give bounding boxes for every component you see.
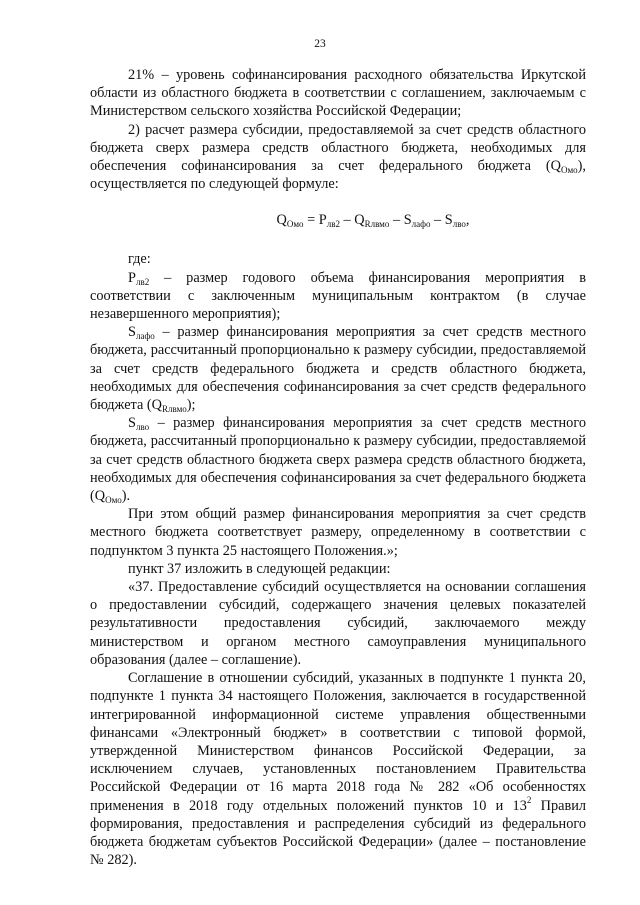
- formula-term-1: P: [318, 212, 327, 229]
- definition-variable-sub: лв2: [135, 276, 150, 287]
- formula-term-3: S: [403, 212, 412, 229]
- definition-q: Q: [151, 397, 162, 414]
- formula-term-4-sub: лво: [452, 219, 466, 230]
- formula-lhs: Q: [276, 212, 287, 229]
- where-label: где:: [128, 251, 151, 268]
- definition-variable-sub: лво: [135, 422, 150, 433]
- formula-operator-3: –: [430, 212, 445, 229]
- formula-term-4: S: [444, 212, 453, 229]
- formula-operator-2: –: [389, 212, 404, 229]
- formula-tail: ,: [465, 212, 470, 229]
- formula-term-1-sub: лв2: [326, 219, 340, 230]
- definition-end: );: [186, 397, 196, 414]
- paragraph-subsidy-calculation: [90, 121, 586, 194]
- definition-text: – размер финансирования мероприятия за счет средств местного бюджета, рассчитанный пропорционально к размеру субсидии, предоставляемой за счет средств федерального бюджета и средств областного бюджета, необходимых для обеспечения софинансирования за счет средств федерального бюджета (: [90, 324, 586, 414]
- formula-term-2-sub: Rлвмо: [364, 219, 390, 230]
- definition-variable: S: [128, 324, 136, 341]
- document-body: [90, 66, 586, 869]
- paragraph-text: Соглашение в отношении субсидий, указанных в подпункте 1 пункта 20, подпункте 1 пункта 34 настоящего Положения, заключается в государственной интегрированной информационной системе управления общественными финансами «Электронный бюджет» в соответствии с типовой формой, утвержденной Министерством финансов Российской Федерации, за исключением случаев, установленных постановлением Правительства Российской Федерации от 16 марта 2018 года № 282 «Об особенностях применения в 2018 году отдельных положений пунктов 10 и 13: [90, 670, 586, 814]
- definition-end: ).: [121, 488, 131, 505]
- definition-q: Q: [94, 488, 106, 505]
- formula: [90, 210, 586, 230]
- paragraph-cofinancing-level: 21% – уровень софинансирования расходного обязательства Иркутской области из областного бюджета в соответствии с соглашением, заключаемым с Министерством сельского хозяйства Российской Федерации;: [90, 67, 586, 120]
- paragraph-agreement: [90, 669, 586, 869]
- definition-text: – размер финансирования мероприятия за счет средств местного бюджета, рассчитанный пропорционально к размеру субсидии, предоставляемой за счет средств областного бюджета сверх размера средств областного бюджета, необходимых для обеспечения софинансирования за счет федерального бюджета (: [90, 415, 586, 505]
- definition-q-sub: Омо: [105, 495, 122, 506]
- formula-operator-1: –: [339, 212, 355, 229]
- definition-text: – размер годового объема финансирования мероприятия в соответствии с заключенным муниципальным контрактом (в случае незавершенного мероприятия);: [90, 269, 586, 323]
- definition-variable: S: [128, 415, 136, 432]
- formula-lhs-sub: Омо: [286, 219, 304, 230]
- definition-q-sub: Rлвмо: [161, 404, 187, 415]
- formula-term-3-sub: лафо: [411, 219, 431, 230]
- definition-variable: P: [128, 269, 136, 286]
- definition-variable-sub: лафо: [135, 331, 155, 342]
- formula-equals: =: [303, 212, 319, 229]
- paragraph-item-37: «37. Предоставление субсидий осуществляется на основании соглашения о предоставлении субсидий, содержащего значения целевых показателей результативности предоставления субсидий, заключаемого между министерством и органом местного самоуправления муниципального образования (далее – соглашение).: [90, 579, 586, 668]
- page-number: 23: [314, 38, 326, 50]
- paragraph-text: 2) расчет размера субсидии, предоставляемой за счет средств областного бюджета сверх размера средств областного бюджета, необходимых для обеспечения софинансирования за счет федерального бюджета (: [90, 121, 586, 175]
- formula-term-2: Q: [354, 212, 365, 229]
- paragraph-total-financing: При этом общий размер финансирования мероприятия за счет средств местного бюджета соответствует размеру, определенному в соответствии с подпунктом 3 пункта 25 настоящего Положения.»;: [90, 506, 586, 559]
- definition-s-lvo: [90, 414, 586, 505]
- variable-q-omo: Q: [550, 158, 561, 175]
- paragraph-item-37-intro: пункт 37 изложить в следующей редакции:: [128, 560, 391, 577]
- definition-s-lafo: [90, 323, 586, 414]
- definition-p-lv2: [90, 269, 586, 324]
- paragraph-text-end: ), осуществляется по следующей формуле:: [90, 158, 586, 193]
- superscript: 2: [526, 794, 532, 805]
- paragraph-text-end: Правил формирования, предоставления и распределения субсидий из федерального бюджета бюджетам субъектов Российской Федерации» (далее – постановление № 282).: [90, 797, 586, 869]
- variable-subscript: Омо: [560, 165, 578, 176]
